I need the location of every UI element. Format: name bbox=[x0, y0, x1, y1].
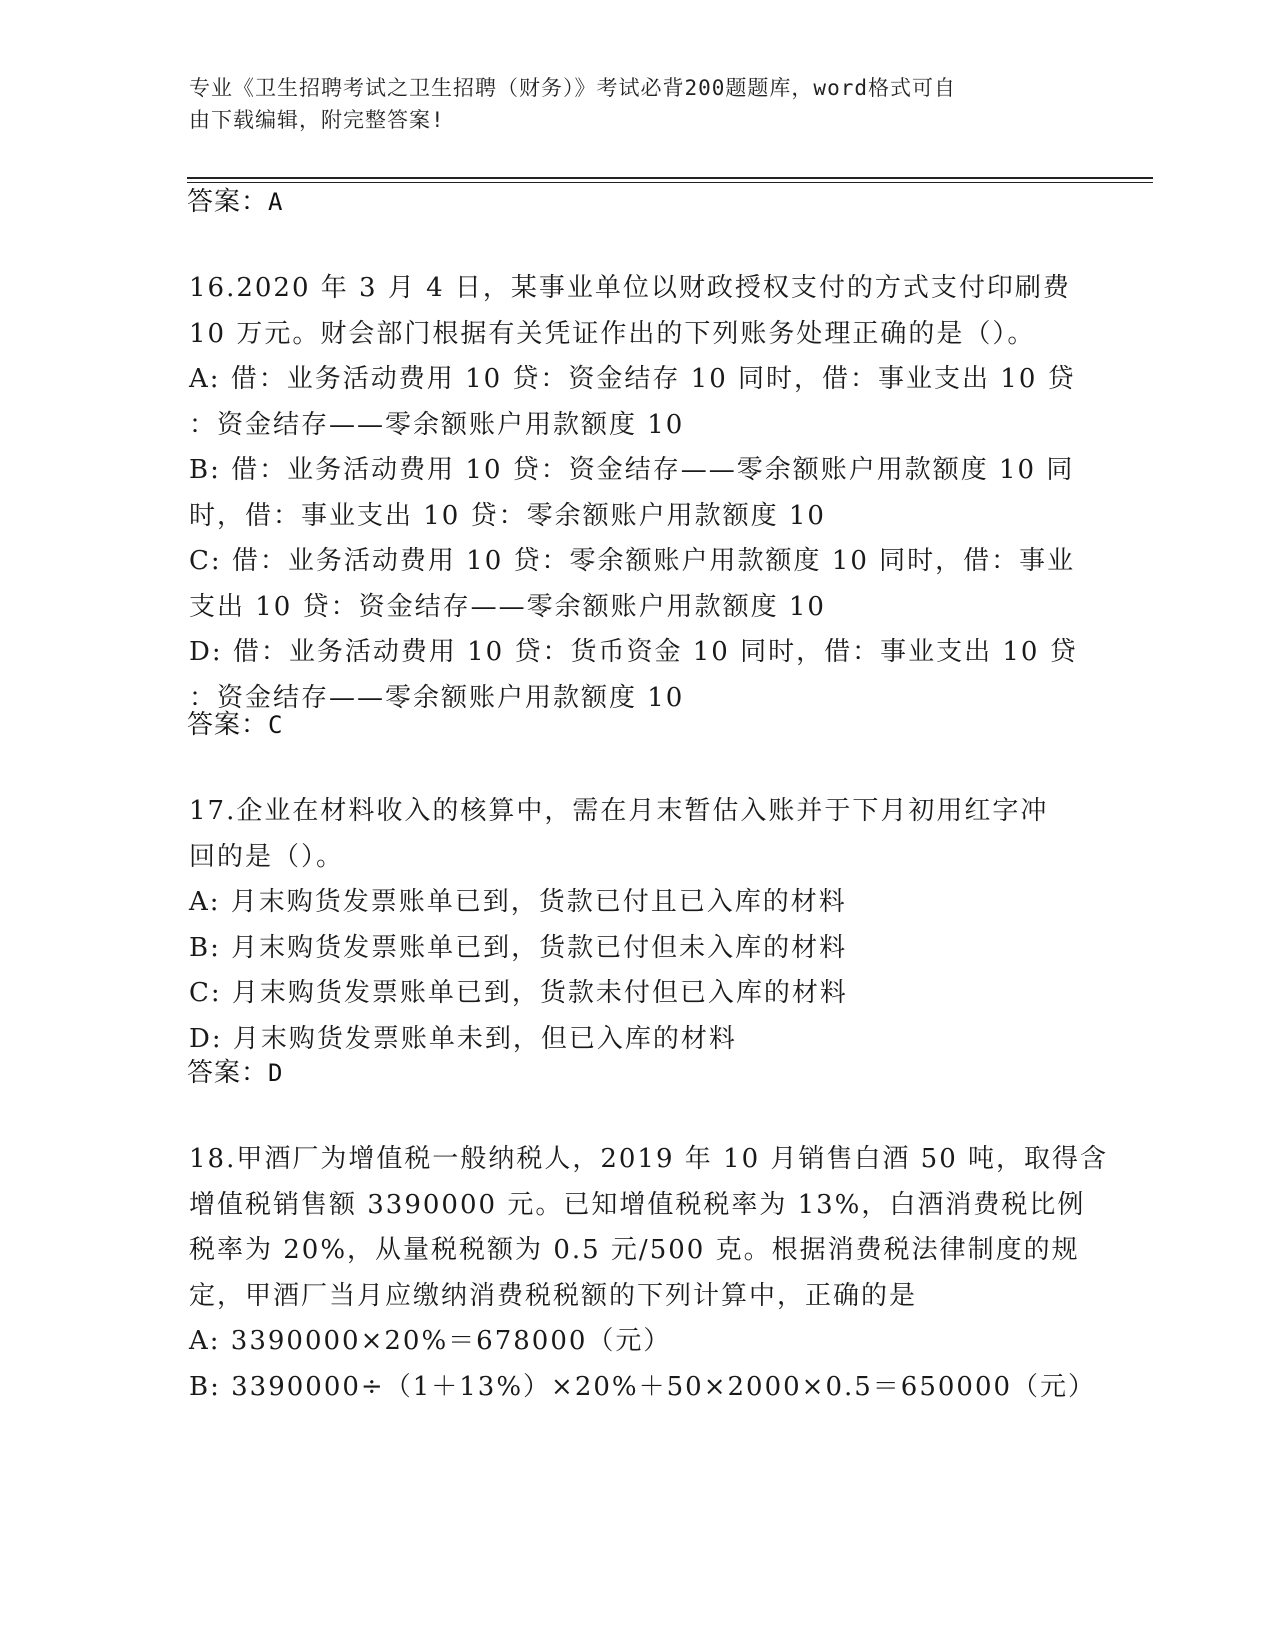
question-17-stem-line-1: 17.企业在材料收入的核算中，需在月末暂估入账并于下月初用红字冲 bbox=[189, 796, 1049, 826]
question-16-option-c-cont: 支出 10 贷：资金结存——零余额账户用款额度 10 bbox=[189, 591, 826, 622]
question-16-stem-line-1: 16.2020 年 3 月 4 日，某事业单位以财政授权支付的方式支付印刷费 bbox=[189, 273, 1071, 303]
question-16-option-c: C: 借：业务活动费用 10 贷：零余额账户用款额度 10 同时，借：事业 bbox=[189, 546, 1076, 576]
question-17-option-b: B: 月末购货发票账单已到，货款已付但未入库的材料 bbox=[189, 932, 848, 963]
question-16-option-b-cont: 时，借：事业支出 10 贷：零余额账户用款额度 10 bbox=[189, 500, 826, 531]
question-16 bbox=[189, 266, 1089, 721]
answer-label: 答案： bbox=[187, 1058, 269, 1088]
question-18-stem-line-1: 18.甲酒厂为增值税一般纳税人，2019 年 10 月销售白酒 50 吨，取得含 bbox=[189, 1144, 1109, 1174]
answer-label: 答案： bbox=[187, 710, 269, 740]
header-divider-thick bbox=[187, 177, 1153, 179]
answer-value: C bbox=[268, 711, 284, 739]
question-16-stem-line-2: 10 万元。财会部门根据有关凭证作出的下列账务处理正确的是（）。 bbox=[189, 318, 1036, 349]
answer-label: 答案： bbox=[187, 187, 269, 217]
question-18-option-b: B: 3390000÷（1＋13%）×20%＋50×2000×0.5＝650000（元） bbox=[189, 1371, 1097, 1402]
question-16-option-b: B: 借：业务活动费用 10 贷：资金结存——零余额账户用款额度 10 同 bbox=[189, 455, 1075, 485]
answer-value: D bbox=[268, 1059, 284, 1087]
question-18-stem-line-3: 税率为 20%，从量税税额为 0.5 元/500 克。根据消费税法律制度的规 bbox=[189, 1235, 1080, 1265]
header-line-2: 由下载编辑，附完整答案! bbox=[189, 108, 445, 132]
question-18-stem-line-2: 增值税销售额 3390000 元。已知增值税税率为 13%，白酒消费税比例 bbox=[189, 1189, 1086, 1220]
header-line-1: 专业《卫生招聘考试之卫生招聘（财务）》考试必背200题题库，word格式可自 bbox=[189, 76, 956, 100]
question-18-option-a: A: 3390000×20%＝678000（元） bbox=[189, 1326, 672, 1356]
question-16-option-d-cont: ：资金结存——零余额账户用款额度 10 bbox=[189, 682, 685, 713]
answer-q17 bbox=[187, 1055, 283, 1091]
answer-q16 bbox=[187, 707, 283, 743]
question-16-option-a: A: 借：业务活动费用 10 贷：资金结存 10 同时，借：事业支出 10 贷 bbox=[189, 364, 1076, 394]
question-18-stem-line-4: 定，甲酒厂当月应缴纳消费税税额的下列计算中，正确的是 bbox=[189, 1280, 918, 1311]
document-header bbox=[189, 72, 1069, 136]
answer-value: A bbox=[268, 188, 284, 216]
header-divider-thin bbox=[187, 182, 1153, 183]
question-18 bbox=[189, 1137, 1109, 1410]
question-17 bbox=[189, 789, 1089, 1062]
question-17-option-a: A: 月末购货发票账单已到，货款已付且已入库的材料 bbox=[189, 887, 847, 917]
question-16-option-a-cont: ：资金结存——零余额账户用款额度 10 bbox=[189, 409, 685, 440]
answer-q15 bbox=[187, 184, 283, 220]
question-17-option-d: D: 月末购货发票账单未到，但已入库的材料 bbox=[189, 1023, 737, 1054]
question-17-option-c: C: 月末购货发票账单已到，货款未付但已入库的材料 bbox=[189, 978, 848, 1008]
question-17-stem-line-2: 回的是（）。 bbox=[189, 841, 345, 872]
question-16-option-d: D: 借：业务活动费用 10 贷：货币资金 10 同时，借：事业支出 10 贷 bbox=[189, 637, 1078, 667]
